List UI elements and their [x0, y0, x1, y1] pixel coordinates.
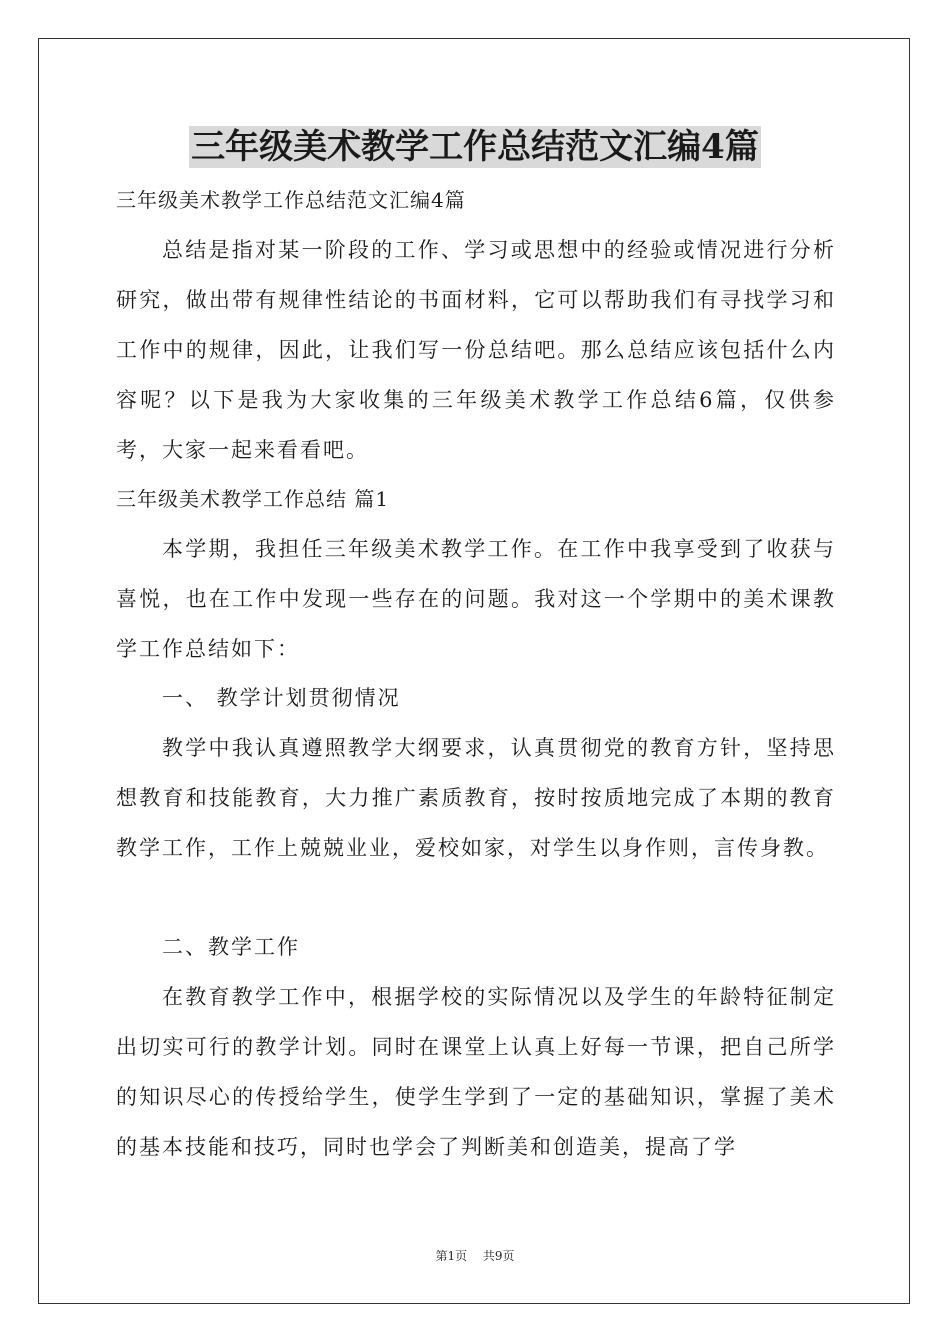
page-footer — [0, 1247, 950, 1264]
intro-paragraph: 总结是指对某一阶段的工作、学习或思想中的经验或情况进行分析研究，做出带有规律性结论的书面材料，它可以帮助我们有寻找学习和工作中的规律，因此，让我们写一份总结吧。那么总结应该包括什么内容呢？以下是我为大家收集的三年级美术教学工作总结6篇，仅供参考，大家一起来看看吧。 — [116, 238, 836, 462]
section-heading-part1: 三年级美术教学工作总结 篇1 — [116, 487, 390, 511]
title-container — [0, 126, 950, 168]
page-number: 第1页 — [435, 1249, 468, 1263]
document-subtitle: 三年级美术教学工作总结范文汇编4篇 — [116, 188, 466, 212]
paragraph-teaching: 在教育教学工作中，根据学校的实际情况以及学生的年龄特征制定出切实可行的教学计划。同时在课堂上认真上好每一节课，把自己所学的知识尽心的传授给学生，使学生学到了一定的基础知识，掌握了美术的基本技能和技巧，同时也学会了判断美和创造美，提高了学 — [116, 985, 836, 1159]
paragraph-plan: 教学中我认真遵照教学大纲要求，认真贯彻党的教育方针，坚持思想教育和技能教育，大力推广素质教育，按时按质地完成了本期的教育教学工作，工作上兢兢业业，爱校如家，对学生以身作则，言传身教。 — [116, 736, 836, 860]
page-total: 共9页 — [482, 1249, 515, 1263]
subheading-plan: 一、 教学计划贯彻情况 — [162, 686, 401, 710]
document-title: 三年级美术教学工作总结范文汇编4篇 — [191, 127, 759, 167]
paragraph-opening: 本学期，我担任三年级美术教学工作。在工作中我享受到了收获与喜悦，也在工作中发现一些存在的问题。我对这一个学期中的美术课教学工作总结如下： — [116, 537, 836, 661]
subheading-teaching: 二、教学工作 — [162, 935, 300, 959]
